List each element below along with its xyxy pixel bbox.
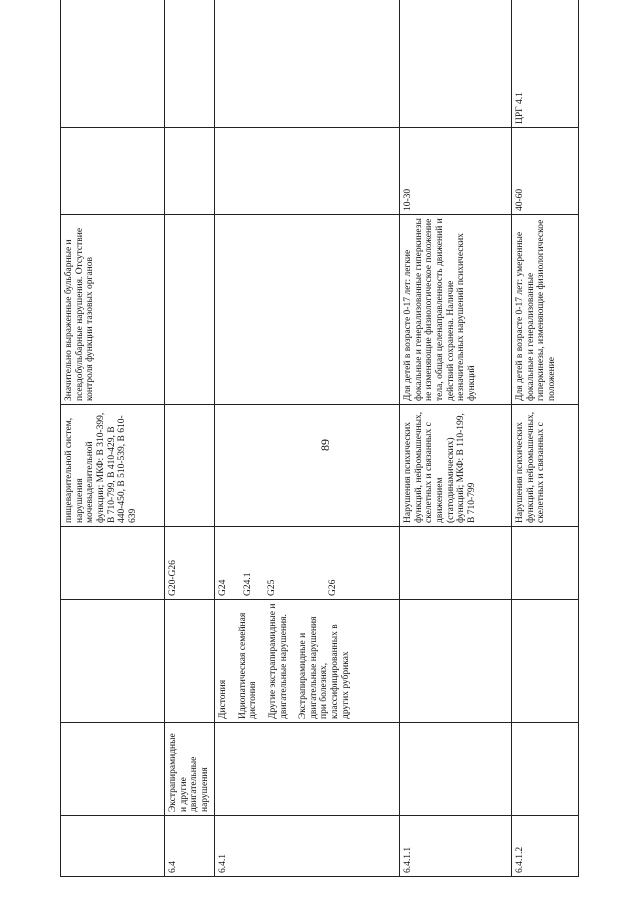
sub-item: Идиопатическая семейная дистония bbox=[237, 612, 259, 719]
sub-item: Другие экстрапирамидные и двигательные нарушения. bbox=[267, 603, 289, 719]
cell-name: Экстрапирамидные и другие двигательные нарушения bbox=[165, 723, 215, 816]
cell-sub-items bbox=[400, 600, 512, 723]
table-row bbox=[165, 0, 215, 877]
cell-criteria: Значительно выраженные бульбарные и псевдобульбарные нарушения. Отсутствие контроля функции тазовых органов bbox=[61, 215, 165, 405]
criteria-table bbox=[60, 0, 579, 877]
cell-name bbox=[400, 723, 512, 816]
cell-icd-codes bbox=[215, 527, 400, 600]
table-row bbox=[61, 0, 165, 877]
cell-score: 40-60 bbox=[512, 128, 579, 215]
cell-note bbox=[165, 0, 215, 128]
icd-code: G20-G26 bbox=[168, 560, 178, 596]
cell-icd-codes bbox=[512, 527, 579, 600]
cell-note bbox=[400, 0, 512, 128]
sub-item: Экстрапирамидные и двигательные нарушения при болезнях, классифицированных в других рубриках bbox=[298, 616, 351, 719]
cell-functions: Нарушения психических функций, нейромышечных, скелетных и связанных с bbox=[512, 405, 579, 527]
cell-score bbox=[215, 128, 400, 215]
cell-code bbox=[61, 816, 165, 877]
cell-criteria bbox=[215, 215, 400, 405]
icd-code: G26 bbox=[327, 579, 338, 596]
table-row bbox=[400, 0, 512, 877]
cell-code: 6.4.1.1 bbox=[400, 816, 512, 877]
table-row bbox=[215, 0, 400, 877]
cell-code: 6.4.1.2 bbox=[512, 816, 579, 877]
cell-note bbox=[215, 0, 400, 128]
cell-sub-items bbox=[512, 600, 579, 723]
cell-score bbox=[165, 128, 215, 215]
cell-functions bbox=[165, 405, 215, 527]
icd-code: G24.1 bbox=[242, 572, 253, 596]
cell-criteria: Для детей в возрасте 0-17 лет: умеренные фокальные и генерализованные гиперкинезы, изменяющие физиологическое положение bbox=[512, 215, 579, 405]
cell-name bbox=[215, 723, 400, 816]
rotated-table-container bbox=[60, 32, 578, 877]
cell-note: ЦРГ 4.1 bbox=[512, 0, 579, 128]
cell-icd-codes bbox=[400, 527, 512, 600]
icd-code: G25 bbox=[267, 579, 278, 596]
cell-score bbox=[61, 128, 165, 215]
cell-name bbox=[512, 723, 579, 816]
table-row bbox=[512, 0, 579, 877]
cell-criteria bbox=[165, 215, 215, 405]
cell-sub-items bbox=[165, 600, 215, 723]
cell-code: 6.4 bbox=[165, 816, 215, 877]
cell-code: 6.4.1 bbox=[215, 816, 400, 877]
cell-icd-codes bbox=[165, 527, 215, 600]
sub-item: Дистония bbox=[218, 679, 228, 719]
cell-criteria: Для детей в возрасте 0-17 лет: легкие фокальные и генерализованные гиперкинезы не изменяющие физиологическое положение тела, общая целенаправленность движений и действий сохранена. Наличие незначительных нарушений психических функций bbox=[400, 215, 512, 405]
cell-icd-codes bbox=[61, 527, 165, 600]
page-number: 89 bbox=[318, 439, 332, 451]
cell-functions bbox=[215, 405, 400, 527]
cell-note bbox=[61, 0, 165, 128]
cell-sub-items bbox=[215, 600, 400, 723]
cell-name bbox=[61, 723, 165, 816]
cell-functions: Нарушения психических функций, нейромышечных, скелетных и связанных с движением (статодинамических) функций; МКФ: В 110-199, В 710-799 bbox=[400, 405, 512, 527]
cell-sub-items bbox=[61, 600, 165, 723]
icd-code: G24 bbox=[218, 579, 228, 596]
cell-functions: пищеварительной систем, нарушения мочевыделительной функции; МКФ: В 310-399, В 710-799, В 410-429, В 440-450, В 510-539, В 610-639 bbox=[61, 405, 165, 527]
cell-score: 10-30 bbox=[400, 128, 512, 215]
